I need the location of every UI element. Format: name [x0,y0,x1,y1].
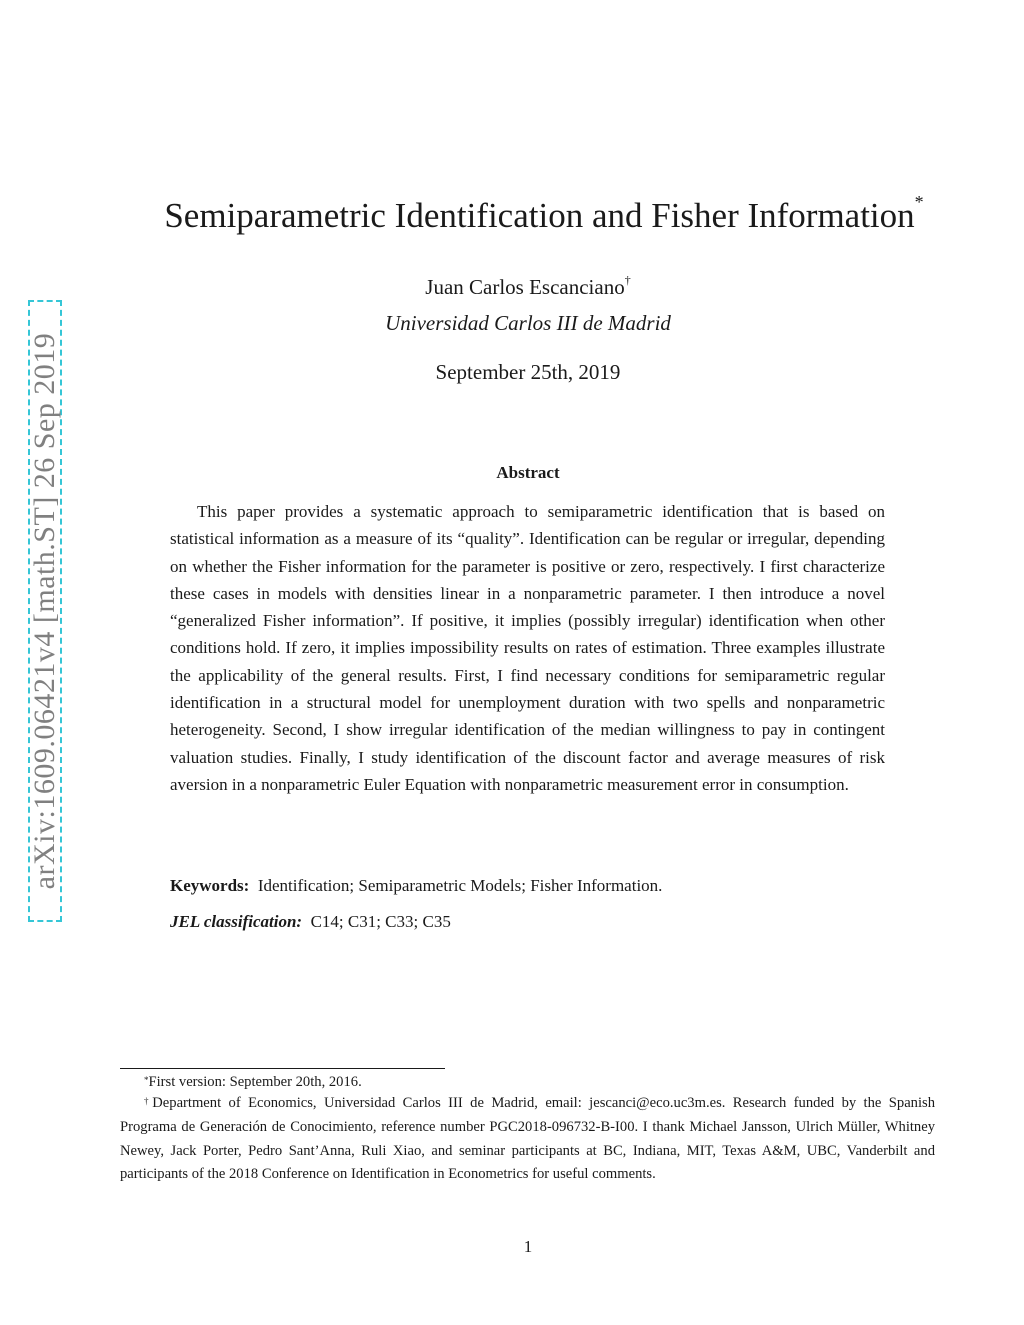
footnote-text: Department of Economics, Universidad Carlos III de Madrid, email: jescanci@eco.uc3m.es. Research funded by the Spanish Programa de Generación de Conocimiento, reference number PGC2018-096732-B-I00. I thank Michael Jansson, Ulrich Müller, Whitney Newey, Jack Porter, Pedro Sant’Anna, Ruli Xiao, and seminar participants at BC, Indiana, MIT, Texas A&M, UBC, Vanderbilt and participants of the 2018 Conference on Identification in Econometrics for useful comments. [120,1095,935,1183]
abstract-body: This paper provides a systematic approach to semiparametric identification that is based on statistical information as a measure of its “quality”. Identification can be regular or irregular, depending on whether the Fisher information for the parameter is positive or zero, respectively. I first characterize these cases in models with densities linear in a nonparametric parameter. I then introduce a novel “generalized Fisher information”. If positive, it implies (possibly irregular) identification when other conditions hold. If zero, it implies impossibility results on rates of estimation. Three examples illustrate the applicability of the general results. First, I find necessary conditions for semiparametric regular identification in a structural model for unemployment duration with two spells and nonparametric heterogeneity. Second, I show irregular identification of the median willingness to pay in contingent valuation studies. Finally, I study identification of the discount factor and average measures of risk aversion in a nonparametric Euler Equation with nonparametric measurement error in consumption. [170,502,885,794]
jel-value: C14; C31; C33; C35 [310,912,451,931]
author-name: Juan Carlos Escanciano [425,275,625,299]
arxiv-stamp [28,300,62,922]
keywords-value: Identification; Semiparametric Models; Fisher Information. [257,876,663,895]
author-affiliation: Universidad Carlos III de Madrid [385,311,671,335]
page-number: 1 [523,1237,533,1256]
paper-title [0,192,1024,236]
jel-label: JEL classification: [170,912,303,931]
author [0,275,1024,300]
footnote-text: First version: September 20th, 2016. [148,1074,362,1090]
title-footnote-mark: * [914,192,924,212]
paper-date: September 25th, 2019 [435,360,621,384]
author-footnote-mark: † [624,273,631,287]
paper-title-text: Semiparametric Identification and Fisher Information [164,196,915,235]
jel-classification [170,912,885,932]
footnote-mark: * [144,1075,149,1085]
abstract-heading: Abstract [496,463,560,482]
keywords [170,876,885,896]
footnote-mark: † [144,1096,153,1106]
footnote-rule [120,1068,445,1069]
arxiv-stamp-text: arXiv:1609.06421v4 [math.ST] 26 Sep 2019 [28,332,61,890]
footnote-author-info [120,1092,935,1187]
keywords-label: Keywords: [170,876,250,895]
